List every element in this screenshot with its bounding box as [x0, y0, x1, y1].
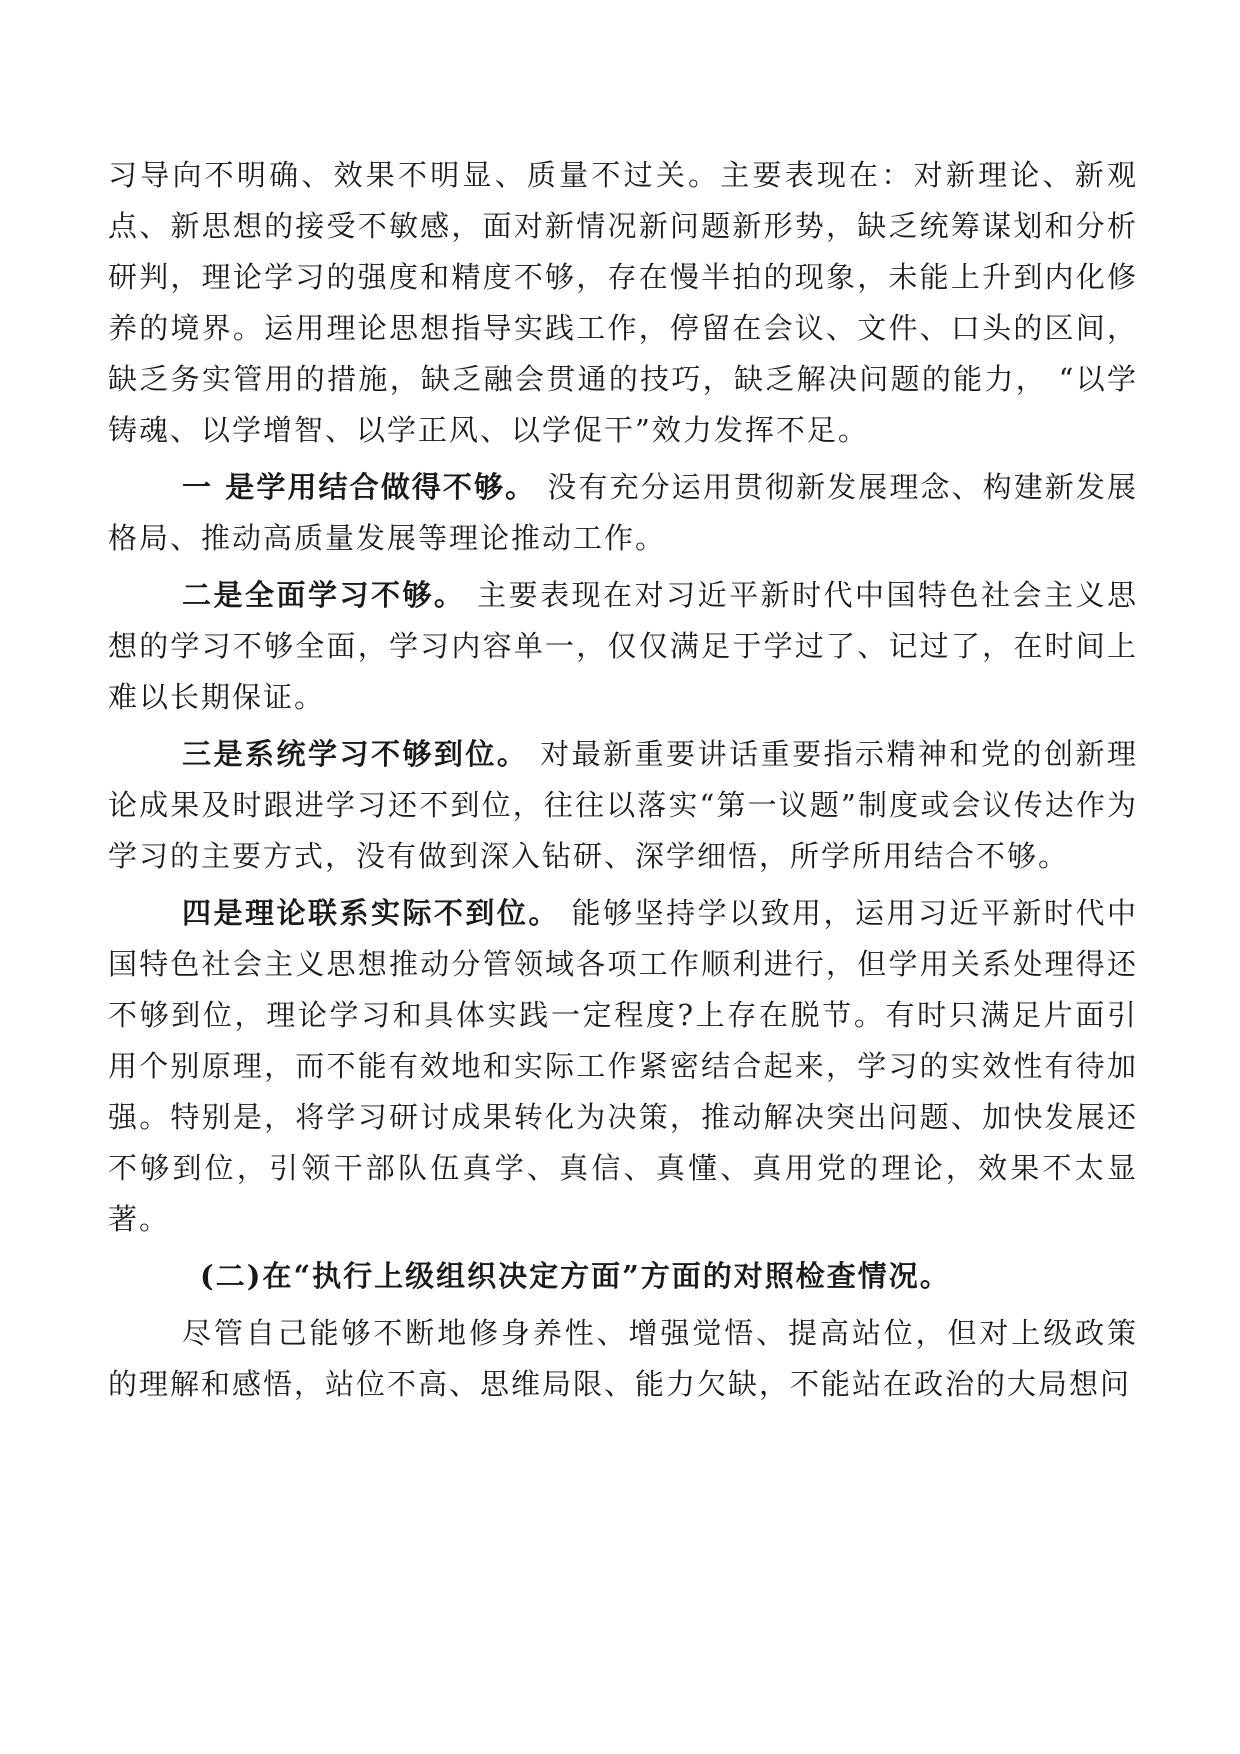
paragraph-point-1: [108, 462, 1138, 564]
paragraph-continuation: [108, 150, 1138, 456]
paragraph-lead: 三是系统学习不够到位。: [182, 737, 529, 771]
paragraph-lead: 一 是学用结合做得不够。: [182, 470, 537, 504]
paragraph-lead: 四是理论联系实际不到位。: [182, 896, 560, 930]
paragraph-point-2: [108, 570, 1138, 723]
document-page: [108, 150, 1138, 1410]
paragraph-lead: 二是全面学习不够。: [182, 578, 466, 612]
paragraph-text: 习导向不明确、效果不明显、质量不过关。主要表现在：对新理论、新观点、新思想的接受不敏感，面对新情况新问题新形势，缺乏统筹谋划和分析研判，理论学习的强度和精度不够，存在慢半拍的现象，未能上升到内化修养的境界。运用理论思想指导实践工作，停留在会议、文件、口头的区间，缺乏务实管用的措施，缺乏融会贯通的技巧，缺乏解决问题的能力， “以学铸魂、以学增智、以学正风、以学促干”效力发挥不足。: [108, 158, 1138, 447]
paragraph-text: 没有充分运用贯彻新发展理念、构建新发展格局、推动高质量发展等理论推动工作。: [108, 470, 1138, 555]
paragraph-point-3: [108, 729, 1138, 882]
paragraph-text: 对最新重要讲话重要指示精神和党的创新理论成果及时跟进学习还不到位，往往以落实“第一议题”制度或会议传达作为学习的主要方式，没有做到深入钻研、深学细悟，所学所用结合不够。: [108, 737, 1138, 873]
paragraph-text: 尽管自己能够不断地修身养性、增强觉悟、提高站位，但对上级政策的理解和感悟，站位不高、思维局限、能力欠缺，不能站在政治的大局想问: [108, 1316, 1138, 1401]
paragraph-closing: [108, 1308, 1138, 1410]
paragraph-point-4: [108, 888, 1138, 1245]
paragraph-text: 主要表现在对习近平新时代中国特色社会主义思想的学习不够全面，学习内容单一，仅仅满足于学过了、记过了，在时间上难以长期保证。: [108, 578, 1138, 714]
paragraph-text: 能够坚持学以致用，运用习近平新时代中国特色社会主义思想推动分管领域各项工作顺利进行，但学用关系处理得还不够到位，理论学习和具体实践一定程度?上存在脱节。有时只满足片面引用个别原理，而不能有效地和实际工作紧密结合起来，学习的实效性有待加强。特别是，将学习研讨成果转化为决策，推动解决突出问题、加快发展还不够到位，引领干部队伍真学、真信、真懂、真用党的理论，效果不太显著。: [108, 896, 1138, 1236]
section-heading: (二)在“执行上级组织决定方面”方面的对照检查情况。: [200, 1259, 951, 1293]
